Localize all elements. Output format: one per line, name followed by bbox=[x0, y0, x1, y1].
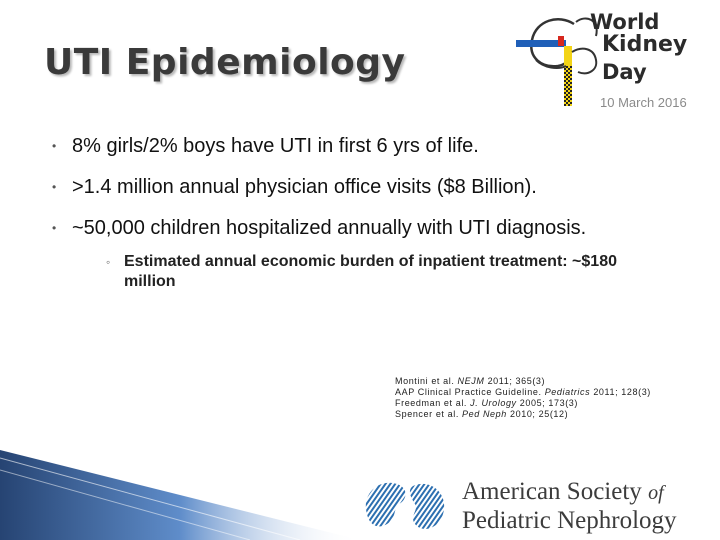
bullet-item bbox=[52, 134, 672, 158]
references bbox=[395, 376, 651, 420]
aspn-kidney-logo-icon bbox=[357, 474, 452, 536]
reference-line: Spencer et al. Ped Neph 2010; 25(12) bbox=[395, 409, 569, 419]
logo-word-day: Day bbox=[602, 60, 647, 84]
bullet-dot-icon: • bbox=[52, 180, 57, 194]
bullet-dot-icon: • bbox=[52, 139, 57, 153]
bullet-text: ~50,000 children hospitalized annually with UTI diagnosis. bbox=[72, 217, 587, 239]
logo-word-kidney: Kidney bbox=[602, 32, 688, 57]
reference-line: Montini et al. NEJM 2011; 365(3) bbox=[395, 376, 546, 386]
bullet-list bbox=[52, 134, 672, 309]
bullet-item bbox=[52, 216, 672, 292]
logo-date: 10 March 2016 bbox=[600, 95, 687, 110]
bullet-item bbox=[52, 175, 672, 199]
corner-swoosh-decoration bbox=[0, 440, 360, 540]
sub-bullet-circle-icon: ◦ bbox=[106, 255, 111, 269]
aspn-wordmark: American Society of Pediatric Nephrology bbox=[462, 478, 677, 534]
sub-bullet-text: Estimated annual economic burden of inpatient treatment: ~$180 million bbox=[124, 253, 617, 290]
sub-bullet-item bbox=[106, 252, 664, 292]
slide-title: UTI Epidemiology bbox=[44, 42, 406, 83]
reference-line: Freedman et al. J. Urology 2005; 173(3) bbox=[395, 398, 579, 408]
reference-line: AAP Clinical Practice Guideline. Pediatrics 2011; 128(3) bbox=[395, 387, 651, 397]
logo-word-world: World bbox=[590, 10, 660, 34]
bullet-dot-icon: • bbox=[52, 221, 57, 235]
bullet-text: 8% girls/2% boys have UTI in first 6 yrs of life. bbox=[72, 135, 479, 157]
bullet-text: >1.4 million annual physician office visits ($8 Billion). bbox=[72, 176, 537, 198]
